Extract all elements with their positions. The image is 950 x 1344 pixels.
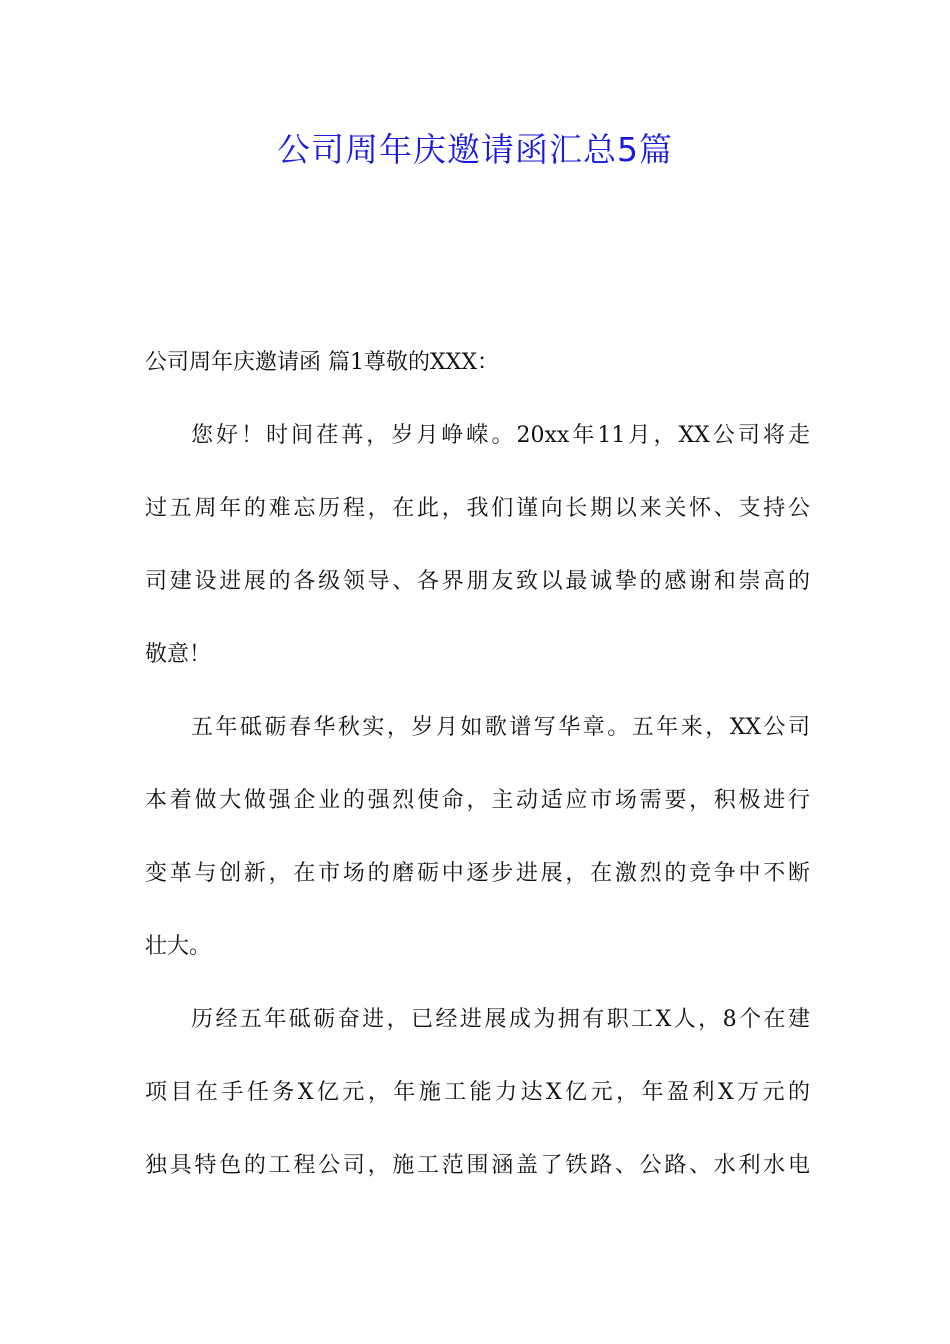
paragraph-2-line-1: 五年砥砺春华秋实，岁月如歌谱写华章。五年来，XX公司 (191, 715, 810, 740)
paragraph-2-line-2: 本着做大做强企业的强烈使命，主动适应市场需要，积极进行 (145, 788, 810, 813)
paragraph-1-line-4: 敬意！ (145, 642, 212, 667)
paragraph-3-line-2: 项目在手任务X亿元，年施工能力达X亿元，年盈利X万元的 (145, 1080, 810, 1105)
paragraph-2-line-3: 变革与创新，在市场的磨砺中逐步进展，在激烈的竞争中不断 (145, 861, 810, 886)
paragraph-gap (145, 679, 810, 703)
paragraph-1-line-1: 您好！时间荏苒，岁月峥嵘。20xx年11月，XX公司将走 (191, 423, 810, 448)
paragraph-3-line-1: 历经五年砥砺奋进，已经进展成为拥有职工X人，8个在建 (191, 1007, 810, 1032)
line-gap (145, 460, 810, 484)
document-title: 公司周年庆邀请函汇总5篇 (277, 130, 673, 169)
paragraph-3-line-3: 独具特色的工程公司，施工范围涵盖了铁路、公路、水利水电 (145, 1153, 810, 1178)
line-gap (145, 825, 810, 849)
line-gap (145, 898, 810, 922)
paragraph-1-line-2: 过五周年的难忘历程，在此，我们谨向长期以来关怀、支持公 (145, 496, 810, 521)
line-gap (145, 606, 810, 630)
document-body (145, 338, 810, 1190)
paragraph-gap (145, 971, 810, 995)
paragraph-2-line-4: 壮大。 (145, 934, 212, 959)
section-heading-line: 公司周年庆邀请函 篇1尊敬的XXX： (145, 350, 499, 375)
line-gap (145, 752, 810, 776)
paragraph-1-line-3: 司建设进展的各级领导、各界朋友致以最诚挚的感谢和崇高的 (145, 569, 810, 594)
line-gap (145, 533, 810, 557)
line-gap (145, 1117, 810, 1141)
line-gap (145, 1044, 810, 1068)
paragraph-gap (145, 387, 810, 411)
